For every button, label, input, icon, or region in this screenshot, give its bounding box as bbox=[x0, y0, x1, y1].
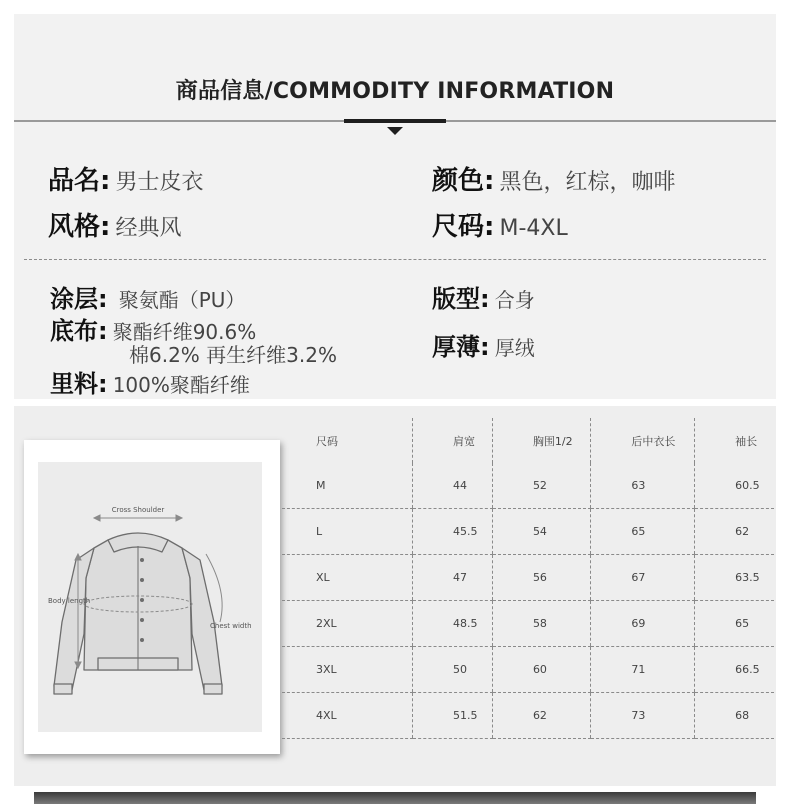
info-divider bbox=[24, 259, 766, 260]
table-row bbox=[282, 647, 774, 693]
info-label: 里料: bbox=[50, 370, 108, 398]
table-cell: L bbox=[282, 509, 413, 555]
info-color bbox=[432, 160, 676, 197]
info-style bbox=[48, 206, 182, 243]
info-value: M-4XL bbox=[499, 216, 568, 241]
body-length-label: Body length bbox=[48, 597, 91, 605]
table-cell: 62 bbox=[695, 509, 774, 555]
table-cell: 3XL bbox=[282, 647, 413, 693]
info-label: 厚薄: bbox=[432, 333, 490, 361]
header-cell: 胸围1/2 bbox=[492, 418, 590, 463]
info-product-name bbox=[48, 160, 204, 197]
table-cell: 44 bbox=[413, 463, 493, 509]
info-label: 版型: bbox=[432, 285, 490, 313]
header-cell: 肩宽 bbox=[413, 418, 493, 463]
table-cell: 4XL bbox=[282, 693, 413, 739]
info-value: 厚绒 bbox=[494, 336, 535, 360]
table-cell: 60.5 bbox=[695, 463, 774, 509]
table-cell: 65 bbox=[695, 601, 774, 647]
table-cell: M bbox=[282, 463, 413, 509]
table-cell: 67 bbox=[591, 555, 695, 601]
info-value: 棉6.2% 再生纤维3.2% bbox=[129, 343, 337, 367]
measurement-diagram bbox=[38, 462, 262, 732]
info-label: 颜色: bbox=[432, 166, 495, 196]
info-value: 聚氨酯（PU） bbox=[118, 288, 246, 312]
cross-shoulder-label: Cross Shoulder bbox=[111, 506, 165, 514]
table-row bbox=[282, 555, 774, 601]
table-cell: 71 bbox=[591, 647, 695, 693]
table-cell: 65 bbox=[591, 509, 695, 555]
title-divider-accent bbox=[344, 119, 446, 123]
table-cell: 68 bbox=[695, 693, 774, 739]
table-cell: 52 bbox=[492, 463, 590, 509]
info-value: 聚酯纤维90.6% bbox=[112, 320, 257, 344]
table-cell: 62 bbox=[492, 693, 590, 739]
table-cell: 56 bbox=[492, 555, 590, 601]
table-cell: 51.5 bbox=[413, 693, 493, 739]
table-cell: 73 bbox=[591, 693, 695, 739]
section-title: 商品信息/COMMODITY INFORMATION bbox=[175, 79, 615, 104]
table-row bbox=[282, 601, 774, 647]
info-value: 黑色，红棕，咖啡 bbox=[499, 170, 676, 195]
bottom-shadow-bar bbox=[34, 792, 756, 804]
info-value: 男士皮衣 bbox=[115, 170, 204, 195]
info-coating bbox=[50, 279, 245, 314]
table-cell: 2XL bbox=[282, 601, 413, 647]
table-cell: 58 bbox=[492, 601, 590, 647]
down-arrow-icon bbox=[387, 127, 403, 135]
info-thickness bbox=[432, 327, 535, 362]
info-lining bbox=[50, 364, 250, 399]
info-label: 底布: bbox=[50, 317, 108, 345]
table-cell: 60 bbox=[492, 647, 590, 693]
table-cell: 63.5 bbox=[695, 555, 774, 601]
table-row bbox=[282, 463, 774, 509]
info-label: 涂层: bbox=[50, 285, 108, 313]
info-value: 经典风 bbox=[115, 216, 182, 241]
info-size-range bbox=[432, 206, 568, 243]
table-cell: XL bbox=[282, 555, 413, 601]
table-cell: 50 bbox=[413, 647, 493, 693]
info-value: 100%聚酯纤维 bbox=[112, 373, 250, 397]
info-value: 合身 bbox=[494, 288, 535, 312]
chest-width-label: Chest width bbox=[210, 622, 252, 630]
size-table bbox=[282, 418, 774, 739]
header-cell: 尺码 bbox=[316, 434, 338, 448]
table-cell: 63 bbox=[591, 463, 695, 509]
table-header-row bbox=[282, 418, 774, 463]
info-label: 尺码: bbox=[432, 212, 495, 242]
measurement-diagram-card bbox=[24, 440, 280, 754]
info-fit bbox=[432, 279, 535, 314]
info-label: 风格: bbox=[48, 212, 111, 242]
info-label: 品名: bbox=[48, 166, 111, 196]
table-row bbox=[282, 509, 774, 555]
table-cell: 69 bbox=[591, 601, 695, 647]
header-cell: 后中衣长 bbox=[591, 418, 695, 463]
table-cell: 54 bbox=[492, 509, 590, 555]
table-row bbox=[282, 693, 774, 739]
table-cell: 47 bbox=[413, 555, 493, 601]
table-cell: 45.5 bbox=[413, 509, 493, 555]
jacket-diagram-icon bbox=[38, 462, 262, 732]
header-cell: 袖长 bbox=[695, 418, 774, 463]
table-cell: 48.5 bbox=[413, 601, 493, 647]
table-cell: 66.5 bbox=[695, 647, 774, 693]
